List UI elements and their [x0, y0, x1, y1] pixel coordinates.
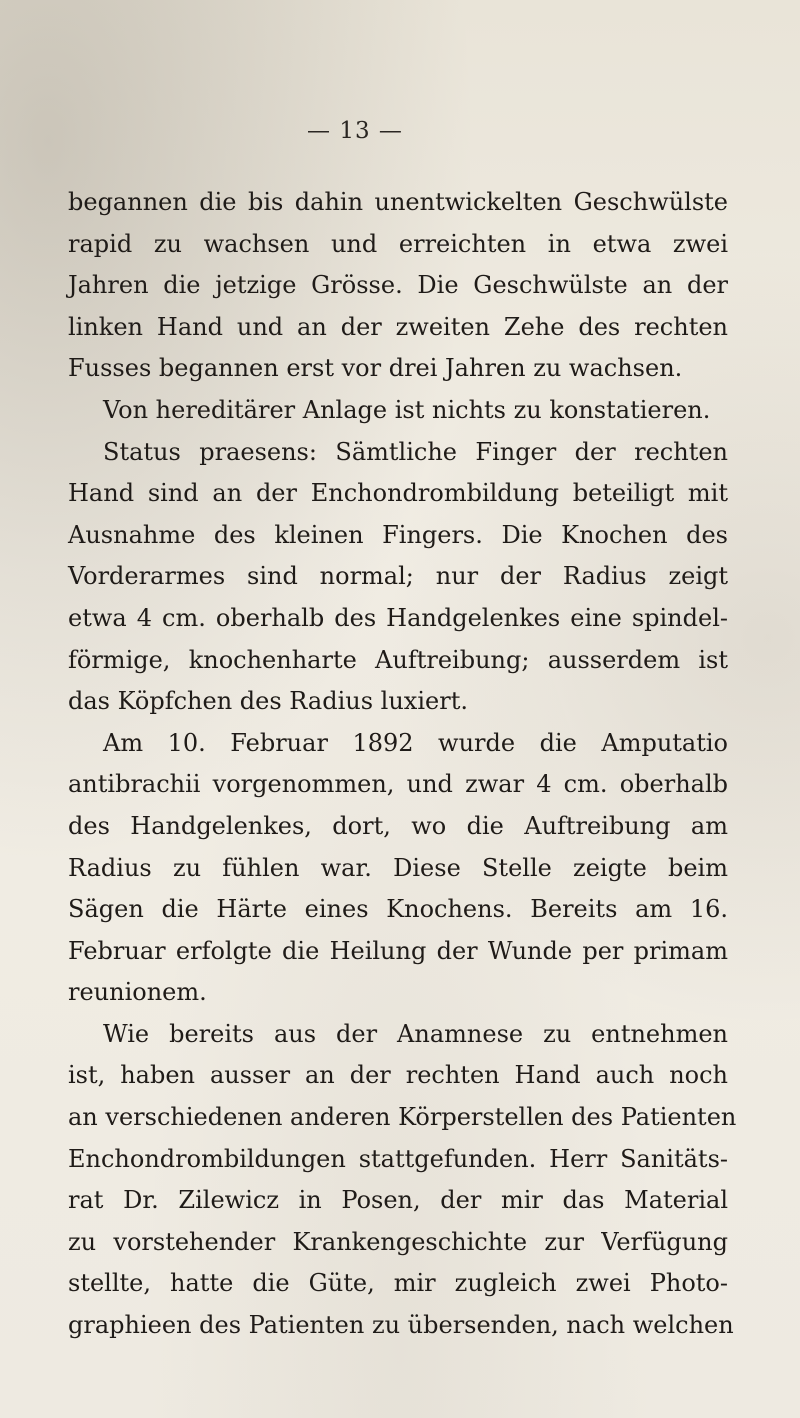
- text-line: Vorderarmes sind normal; nur der Radius zeigt: [68, 562, 728, 591]
- text-line: ist, haben ausser an der rechten Hand auch noch: [68, 1061, 728, 1090]
- text-line: Status praesens: Sämtliche Finger der rechten: [103, 437, 728, 466]
- text-line: Radius zu fühlen war. Diese Stelle zeigte beim: [68, 853, 728, 882]
- text-line: Von hereditärer Anlage ist nichts zu konstatieren.: [103, 395, 711, 424]
- text-line: stellte, hatte die Güte, mir zugleich zwei Photo-: [68, 1269, 728, 1298]
- text-line: rat Dr. Zilewicz in Posen, der mir das Material: [68, 1186, 728, 1215]
- text-line: begannen die bis dahin unentwickelten Geschwülste: [68, 188, 728, 216]
- text-line: reunionem.: [68, 978, 207, 1007]
- text-line: Jahren die jetzige Grösse. Die Geschwülste an der: [68, 271, 728, 300]
- body-text: [68, 182, 737, 1347]
- text-line: an verschiedenen anderen Körperstellen des Patienten: [68, 1103, 737, 1132]
- text-line: Enchondrombildungen stattgefunden. Herr Sanitäts-: [68, 1144, 728, 1173]
- text-line: das Köpfchen des Radius luxiert.: [68, 687, 468, 716]
- text-line: antibrachii vorgenommen, und zwar 4 cm. oberhalb: [68, 770, 728, 799]
- text-line: Wie bereits aus der Anamnese zu entnehmen: [103, 1019, 728, 1048]
- text-line: rapid zu wachsen und erreichten in etwa zwei: [68, 229, 728, 258]
- text-line: des Handgelenkes, dort, wo die Auftreibung am: [68, 811, 728, 840]
- text-line: Fusses begannen erst vor drei Jahren zu wachsen.: [68, 354, 683, 383]
- text-line: linken Hand und an der zweiten Zehe des rechten: [68, 312, 728, 341]
- text-line: Sägen die Härte eines Knochens. Bereits am 16.: [68, 895, 728, 924]
- text-line: etwa 4 cm. oberhalb des Handgelenkes eine spindel-: [68, 603, 728, 632]
- text-line: Am 10. Februar 1892 wurde die Amputatio: [103, 728, 728, 757]
- text-line: förmige, knochenharte Auftreibung; ausserdem ist: [68, 645, 728, 674]
- text-line: graphieen des Patienten zu übersenden, nach welchen: [68, 1311, 734, 1340]
- text-line: zu vorstehender Krankengeschichte zur Verfügung: [68, 1227, 728, 1256]
- page-number: — 13 —: [307, 118, 403, 144]
- text-line: Ausnahme des kleinen Fingers. Die Knochen des: [68, 520, 728, 549]
- text-line: Februar erfolgte die Heilung der Wunde per primam: [68, 936, 728, 965]
- text-line: Hand sind an der Enchondrombildung beteiligt mit: [68, 479, 728, 508]
